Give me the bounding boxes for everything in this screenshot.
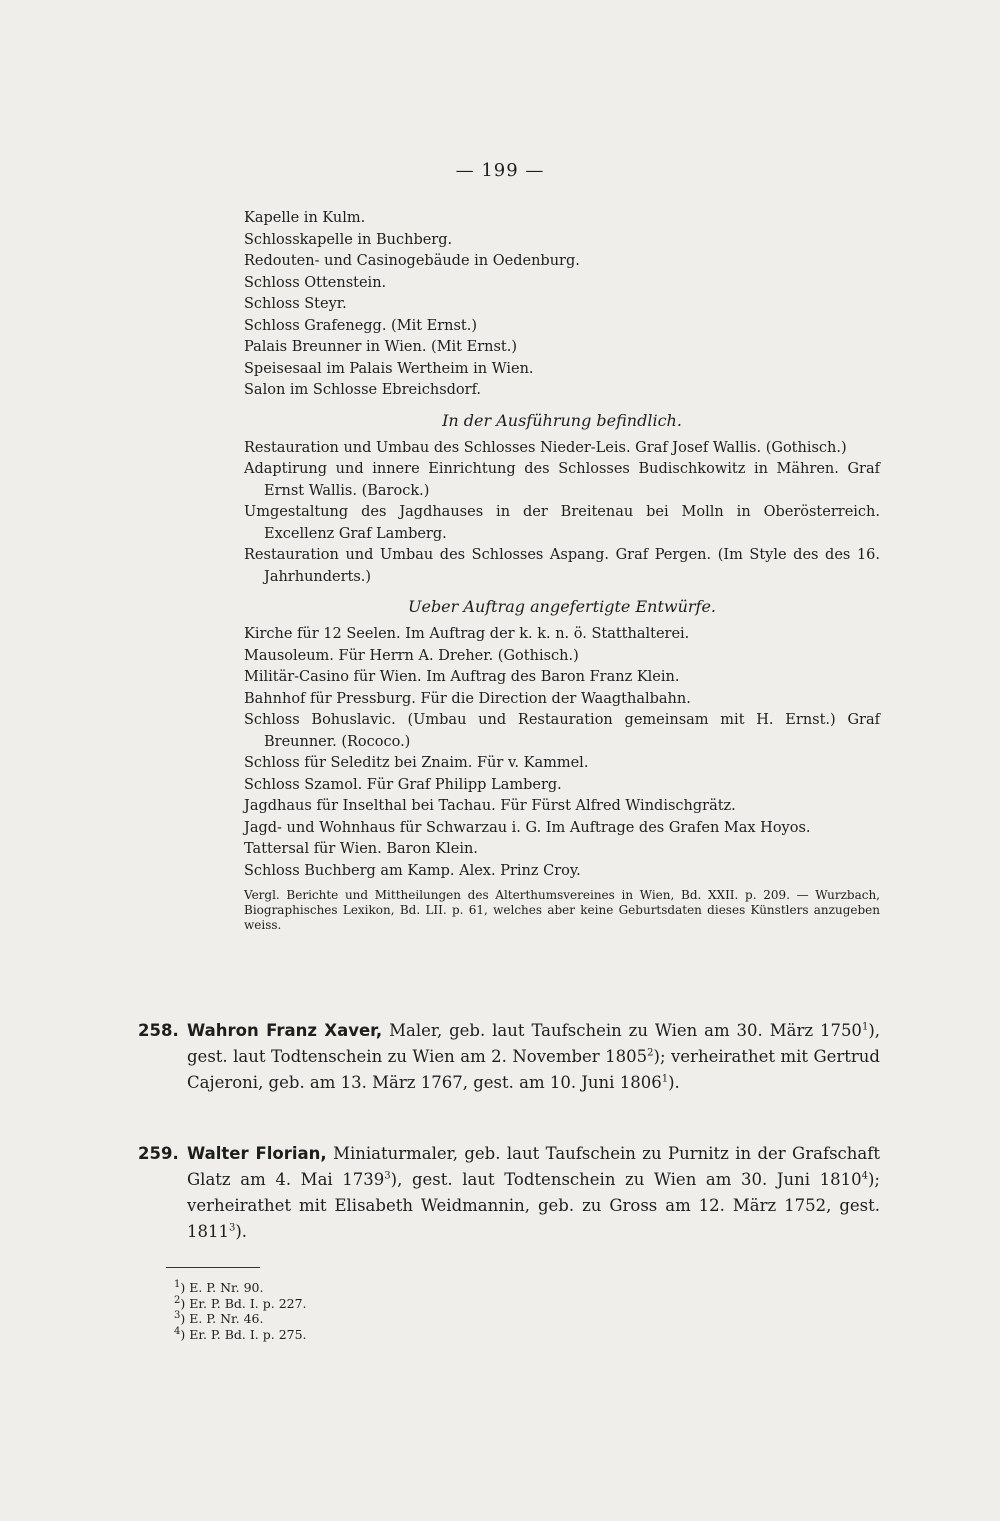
entry-number: 259. xyxy=(138,1144,179,1163)
list-item: Kapelle in Kulm. xyxy=(244,210,366,226)
entry-text: ). xyxy=(235,1222,248,1241)
list-item: Salon im Schlosse Ebreichsdorf. xyxy=(244,382,482,398)
footnote xyxy=(174,1311,307,1327)
footnote-mark: 4 xyxy=(174,1325,181,1337)
footnote-mark: 3 xyxy=(174,1309,181,1321)
list-item: Jagd- und Wohnhaus für Schwarzau i. G. Im Auftrage des Grafen Max Hoyos. xyxy=(244,819,811,836)
list-item: Schloss für Seleditz bei Znaim. Für v. Kammel. xyxy=(244,755,589,771)
list-item: Restauration und Umbau des Schlosses Aspang. Graf Pergen. (Im Style des des 16. Jahrhunderts.) xyxy=(244,547,880,585)
footnote xyxy=(174,1296,307,1312)
entry-text: ). xyxy=(668,1073,680,1092)
footnote-ref: 4 xyxy=(861,1170,868,1182)
entry-text: Maler, geb. laut Taufschein zu Wien am 30. März 1750 xyxy=(382,1021,862,1040)
footnotes xyxy=(174,1280,307,1342)
list-item: Schloss Steyr. xyxy=(244,296,347,312)
footnote-text: ) Er. P. Bd. I. p. 275. xyxy=(180,1326,307,1342)
footnote-mark: 2 xyxy=(174,1294,181,1306)
list-item: Militär-Casino für Wien. Im Auftrag des Baron Franz Klein. xyxy=(244,669,680,685)
entry-name: Walter Florian, xyxy=(187,1144,327,1163)
entry-body xyxy=(187,1018,880,1096)
list-item: Speisesaal im Palais Wertheim in Wien. xyxy=(244,360,534,377)
footnote-mark: 1 xyxy=(174,1278,181,1290)
footnote-ref: 3 xyxy=(229,1222,236,1234)
entry-number: 258. xyxy=(138,1021,179,1040)
list-item: Jagdhaus für Inselthal bei Tachau. Für Fürst Alfred Windischgrätz. xyxy=(244,798,736,814)
entry-258 xyxy=(138,1018,880,1096)
entry-text: ), gest. laut Todtenschein zu Wien am 30. Juni 1810 xyxy=(390,1170,862,1189)
list-item: Restauration und Umbau des Schlosses Nieder-Leis. Graf Josef Wallis. (Gothisch.) xyxy=(244,439,847,456)
footnote-ref: 1 xyxy=(661,1073,669,1085)
list-item: Schloss Bohuslavic. (Umbau und Restauration gemeinsam mit H. Ernst.) Graf Breunner. (Rococo.) xyxy=(244,712,880,750)
footnote-ref: 2 xyxy=(647,1047,654,1059)
footnote-text: ) Er. P. Bd. I. p. 227. xyxy=(180,1295,307,1311)
works-list xyxy=(244,208,880,933)
entry-259 xyxy=(138,1141,880,1245)
list-item: Schloss Ottenstein. xyxy=(244,274,387,291)
footnote xyxy=(174,1280,307,1296)
entry-text: ); verheirathet mit Elisabeth Weidmannin, geb. zu Gross am 12. März 1752, gest. 1811 xyxy=(187,1170,880,1241)
entry-name: Wahron Franz Xaver, xyxy=(187,1021,383,1040)
list-item: Bahnhof für Pressburg. Für die Direction der Waagthalbahn. xyxy=(244,690,691,707)
reference-note: Vergl. Berichte und Mittheilungen des Alterthumsvereines in Wien, Bd. XXII. p. 209. — Wurzbach, Biographisches Lexikon, Bd. LII. p. 61, welches aber keine Geburtsdaten dieses Künstlers anzugeben weiss. xyxy=(244,888,880,932)
footnote-text: ) E. P. Nr. 90. xyxy=(180,1280,264,1295)
list-item: Adaptirung und innere Einrichtung des Schlosses Budischkowitz in Mähren. Graf Ernst Wallis. (Barock.) xyxy=(244,461,880,499)
footnote-text: ) E. P. Nr. 46. xyxy=(180,1311,264,1326)
entry-text: ); verheirathet mit Gertrud Cajeroni, geb. am 13. März 1767, gest. am 10. Juni 1806 xyxy=(187,1047,880,1092)
entry-text: Miniaturmaler, geb. laut Taufschein zu Purnitz in der Grafschaft Glatz am 4. Mai 1739 xyxy=(187,1144,880,1189)
list-item: Kirche für 12 Seelen. Im Auftrag der k. k. n. ö. Statthalterei. xyxy=(244,626,690,642)
entry-text: ), gest. laut Todtenschein zu Wien am 2. November 1805 xyxy=(187,1021,880,1066)
section-heading-designs: Ueber Auftrag angefertigte Entwürfe. xyxy=(407,597,717,616)
footnote xyxy=(174,1327,307,1343)
list-item: Tattersal für Wien. Baron Klein. xyxy=(244,841,478,857)
footnote-divider xyxy=(166,1267,260,1268)
list-item: Redouten- und Casinogebäude in Oedenburg. xyxy=(244,253,580,269)
footnote-ref: 3 xyxy=(384,1170,391,1182)
list-item: Palais Breunner in Wien. (Mit Ernst.) xyxy=(244,339,518,355)
list-item: Schloss Buchberg am Kamp. Alex. Prinz Croy. xyxy=(244,862,581,879)
list-item: Schloss Grafenegg. (Mit Ernst.) xyxy=(244,317,478,334)
footnote-ref: 1 xyxy=(861,1021,869,1033)
list-item: Schlosskapelle in Buchberg. xyxy=(244,231,453,248)
list-item: Umgestaltung des Jagdhauses in der Breitenau bei Molln in Oberösterreich. Excellenz Graf Lamberg. xyxy=(244,504,880,542)
entry-body xyxy=(187,1141,880,1245)
list-item: Schloss Szamol. Für Graf Philipp Lamberg. xyxy=(244,776,562,793)
list-item: Mausoleum. Für Herrn A. Dreher. (Gothisch.) xyxy=(244,647,579,664)
page-number: — 199 — xyxy=(455,160,545,181)
section-heading-in-progress: In der Ausführung befindlich. xyxy=(442,410,682,430)
